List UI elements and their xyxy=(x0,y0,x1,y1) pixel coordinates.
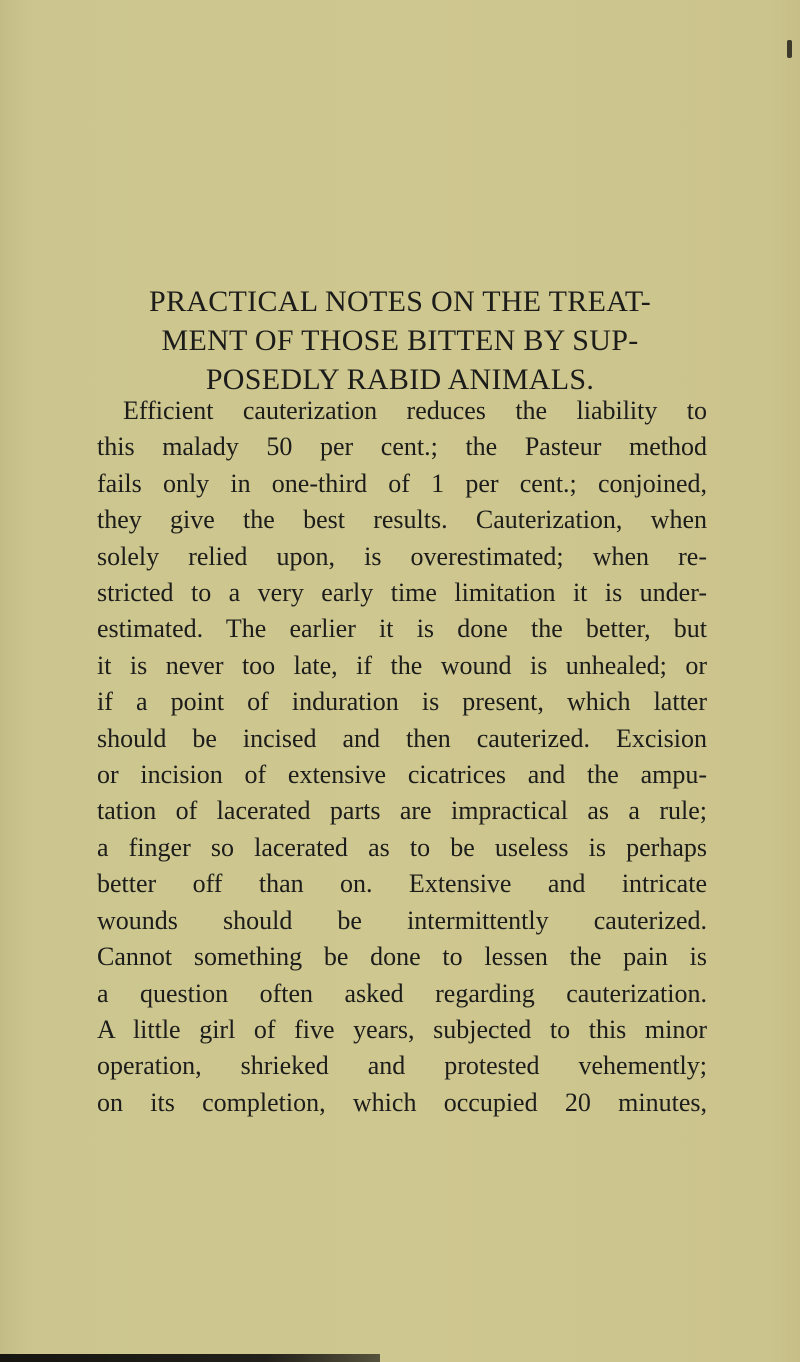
text-line: wounds should be intermittently cauterized. xyxy=(97,905,707,935)
chapter-title xyxy=(95,282,705,399)
text-line: a finger so lacerated as to be useless is perhaps xyxy=(97,832,707,862)
text-line: better off than on. Extensive and intricate xyxy=(97,869,707,899)
text-line: this malady 50 per cent.; the Pasteur method xyxy=(97,432,707,462)
text-line: should be incised and then cauterized. Excision xyxy=(97,723,707,753)
text-line: tation of lacerated parts are impractical as a rule; xyxy=(97,796,707,826)
text-line: A little girl of five years, subjected to this minor xyxy=(97,1014,707,1044)
text-line: a question often asked regarding cauterization. xyxy=(97,978,707,1008)
scan-edge-band xyxy=(0,1354,380,1362)
text-line: Cannot something be done to lessen the pain is xyxy=(97,942,707,972)
text-line: Efficient cauterization reduces the liability to xyxy=(123,396,707,425)
title-line: MENT OF THOSE BITTEN BY SUP- xyxy=(161,324,639,357)
title-line: POSEDLY RABID ANIMALS. xyxy=(205,363,595,396)
text-line: they give the best results. Cauterization, when xyxy=(97,505,707,535)
page-edge-mark xyxy=(787,40,792,58)
text-line: or incision of extensive cicatrices and the ampu- xyxy=(97,760,707,790)
text-line: if a point of induration is present, which latter xyxy=(97,687,707,717)
text-line: fails only in one-third of 1 per cent.; conjoined, xyxy=(97,468,707,498)
body-paragraph xyxy=(97,393,707,1121)
text-line: operation, shrieked and protested vehemently; xyxy=(97,1051,707,1081)
text-line: solely relied upon, is overestimated; when re- xyxy=(97,541,707,571)
text-line: on its completion, which occupied 20 minutes, xyxy=(97,1087,707,1117)
text-line: estimated. The earlier it is done the better, but xyxy=(97,614,707,644)
title-line: PRACTICAL NOTES ON THE TREAT- xyxy=(148,285,652,318)
text-line: stricted to a very early time limitation it is under- xyxy=(97,578,707,608)
text-line: it is never too late, if the wound is unhealed; or xyxy=(97,650,707,680)
